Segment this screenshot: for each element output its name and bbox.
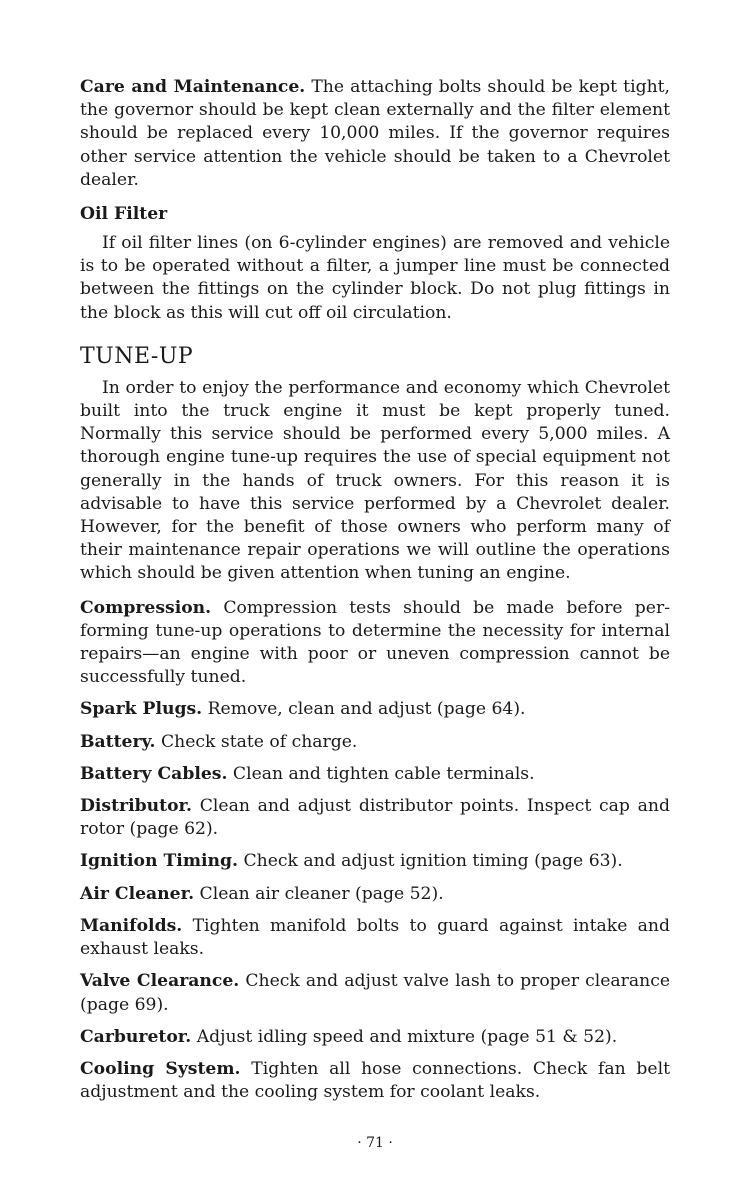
tuneup-item-compression xyxy=(80,597,670,690)
item-text: Tighten manifold bolts to guard against intake and exhaust leaks. xyxy=(80,915,670,960)
item-text: Check and adjust valve lash to proper clearance (page 69). xyxy=(80,971,671,1015)
item-text: Clean and adjust distributor points. Inspect cap and rotor (page 62). xyxy=(80,796,670,840)
item-lead: Air Cleaner. xyxy=(80,883,195,904)
item-text: Check state of charge. xyxy=(155,731,358,752)
tuneup-item-list xyxy=(80,597,670,1105)
tuneup-item-cooling-system xyxy=(80,1058,670,1104)
oil-filter-text: If oil filter lines (on 6-cylinder engines) are removed and vehicle is to be operated without a filter, a jumper line must be connected between the fittings on the cylinder block. Do not plug fittings in the block as this will cut off oil circulation. xyxy=(80,233,670,323)
item-lead: Battery. xyxy=(80,731,156,752)
item-lead: Manifolds. xyxy=(80,915,183,936)
item-lead: Carburetor. xyxy=(80,1026,192,1047)
oil-filter-heading: Oil Filter xyxy=(80,204,168,225)
tuneup-item-distributor xyxy=(80,795,670,841)
tuneup-item-air-cleaner xyxy=(80,883,670,906)
care-maintenance-lead: Care and Maintenance. xyxy=(80,77,306,97)
care-maintenance-paragraph xyxy=(80,76,670,192)
page-number: · 71 · xyxy=(357,1135,393,1151)
item-lead: Spark Plugs. xyxy=(80,699,203,720)
item-text: Compression tests should be made before performing tune-up operations to determine the necessity for internal repairs—an engine with poor or uneven compression cannot be successfully tuned. xyxy=(80,597,670,688)
tuneup-title: TUNE-UP xyxy=(80,343,194,369)
document-page xyxy=(80,76,670,1113)
item-text: Clean air cleaner (page 52). xyxy=(194,883,444,904)
care-maintenance-text: The attaching bolts should be kept tight, the governor should be kept clean externally and the filter element should be replaced every 10,000 miles. If the governor requires other service attention the vehicle should be taken to a Chevrolet dealer. xyxy=(80,77,671,190)
tuneup-item-carburetor xyxy=(80,1026,670,1049)
tuneup-intro: In order to enjoy the performance and economy which Chevrolet built into the truck engine it must be kept properly tuned. Normally this service should be performed every 5,000 miles. A thorough engine tune-up requires the use of special equipment not generally in the hands of truck owners. For this reason it is advisable to have this service performed by a Chevrolet dealer. However, for the benefit of those owners who perform many of their maintenance repair operations we will outline the operations which should be given attention when tuning an engine. xyxy=(80,377,670,584)
item-text: Check and adjust ignition timing (page 63). xyxy=(238,851,623,872)
tuneup-item-battery xyxy=(80,731,670,754)
tuneup-item-spark-plugs xyxy=(80,698,670,721)
item-lead: Cooling System. xyxy=(80,1058,241,1079)
item-text: Adjust idling speed and mixture (page 51 & 52). xyxy=(191,1026,618,1047)
item-lead: Valve Clearance. xyxy=(80,971,240,992)
tuneup-item-battery-cables xyxy=(80,763,670,786)
item-lead: Battery Cables. xyxy=(80,763,228,784)
item-lead: Distributor. xyxy=(80,796,193,817)
item-text: Tighten all hose connections. Check fan belt adjustment and the cooling system for coolant leaks. xyxy=(80,1058,670,1103)
item-text: Remove, clean and adjust (page 64). xyxy=(202,699,526,720)
item-text: Clean and tighten cable terminals. xyxy=(227,763,535,784)
item-lead: Ignition Timing. xyxy=(80,851,239,872)
tuneup-item-ignition-timing xyxy=(80,850,670,873)
item-lead: Compression. xyxy=(80,597,212,618)
tuneup-item-manifolds xyxy=(80,915,670,961)
tuneup-item-valve-clearance xyxy=(80,970,670,1016)
